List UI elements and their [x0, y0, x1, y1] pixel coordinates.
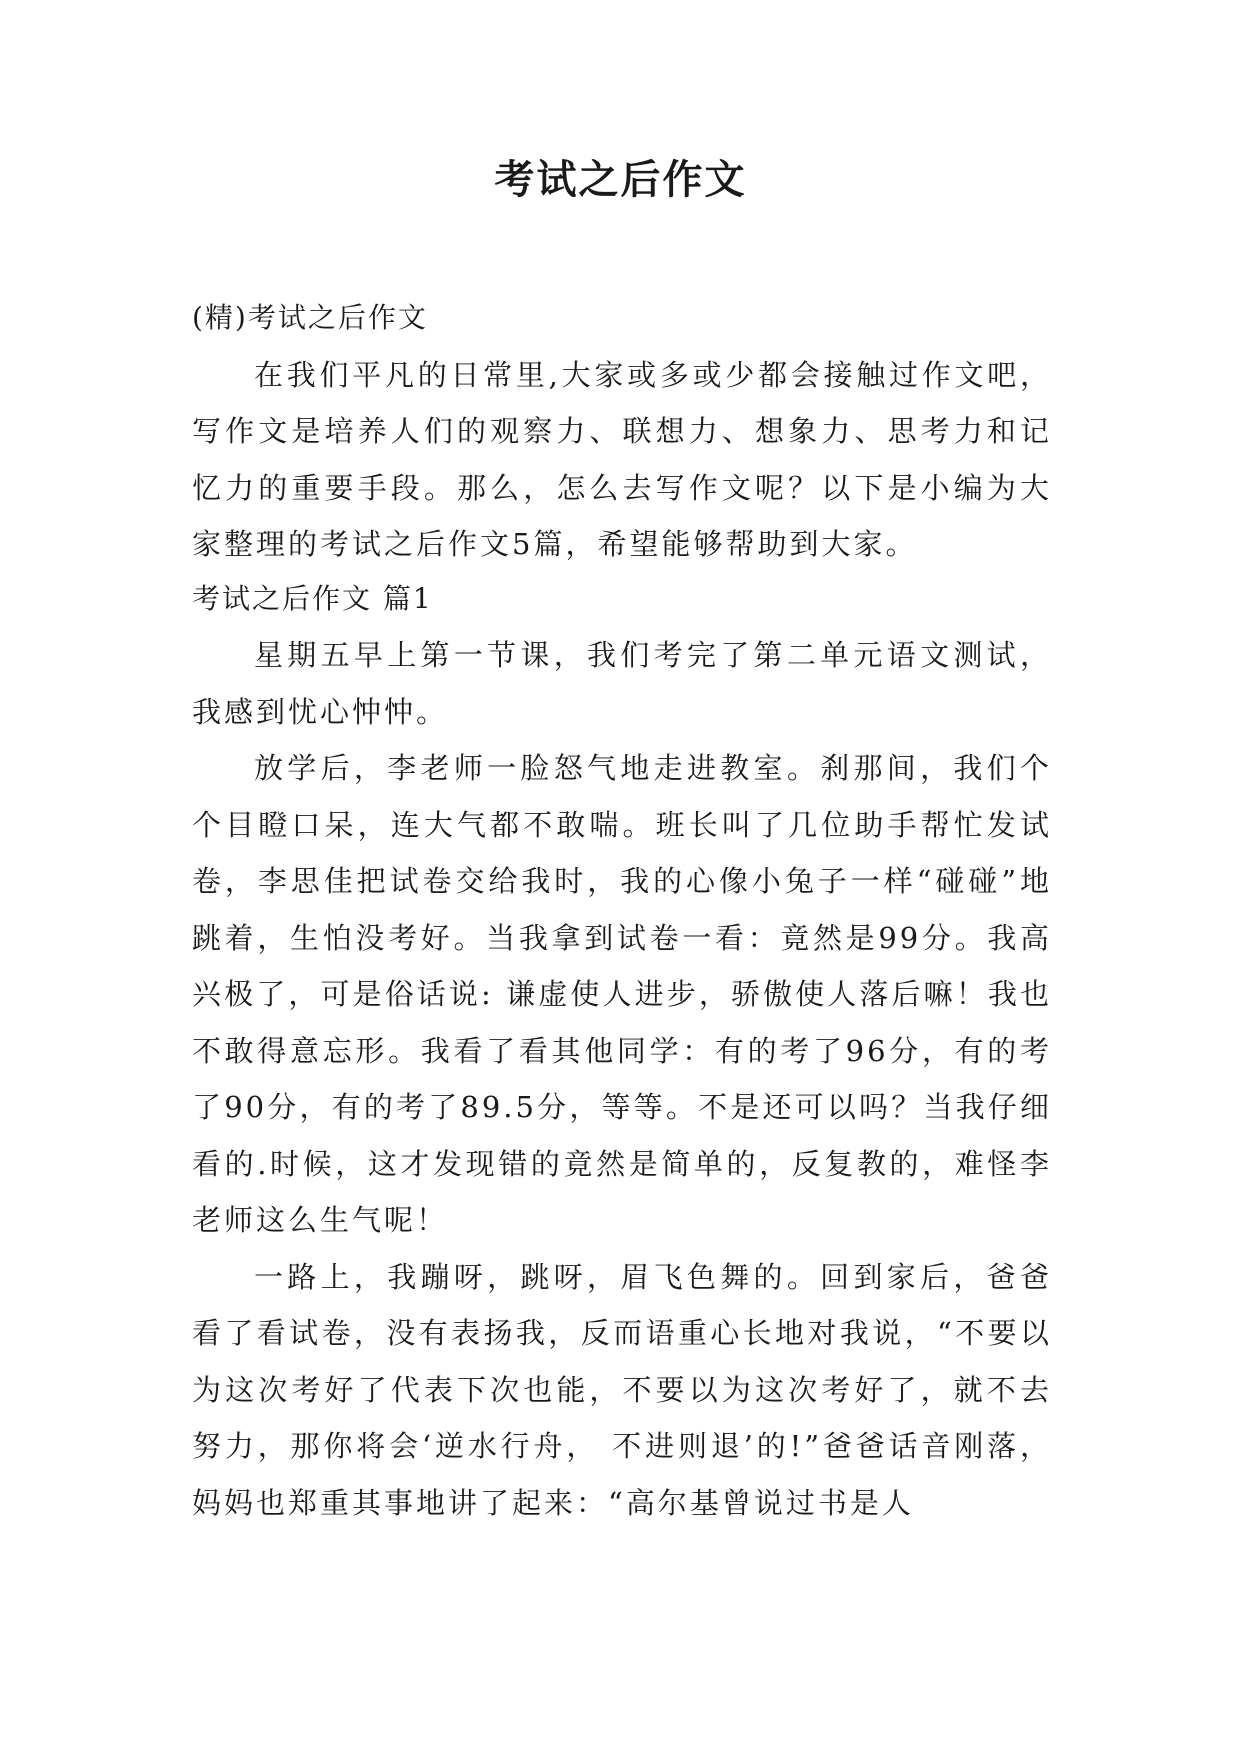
document-title: 考试之后作文 — [494, 156, 747, 203]
section-heading: 考试之后作文 篇1 — [192, 581, 433, 615]
body-paragraph: 星期五早上第一节课，我们考完了第二单元语文测试，我感到忧心忡忡。 — [192, 638, 1052, 729]
body-paragraph: 一路上，我蹦呀，跳呀，眉飞色舞的。回到家后，爸爸看了看试卷，没有表扬我，反而语重心长地对我说，“不要以为这次考好了代表下次也能，不要以为这次考好了，就不去努力，那你将会‘逆水行舟， 不进则退’的!”爸爸话音刚落，妈妈也郑重其事地讲了起来：“高尔基曾说过书是人 — [192, 1259, 1052, 1520]
intro-paragraph: 在我们平凡的日常里,大家或多或少都会接触过作文吧，写作文是培养人们的观察力、联想力、想象力、思考力和记忆力的重要手段。那么，怎么去写作文呢？以下是小编为大家整理的考试之后作文5篇，希望能够帮助到大家。 — [192, 357, 1052, 561]
document-body — [192, 290, 1052, 1531]
document-subtitle: (精)考试之后作文 — [192, 301, 428, 334]
body-paragraph: 放学后，李老师一脸怒气地走进教室。刹那间，我们个个目瞪口呆，连大气都不敢喘。班长叫了几位助手帮忙发试卷，李思佳把试卷交给我时，我的心像小兔子一样“碰碰”地跳着，生怕没考好。当我拿到试卷一看：竟然是99分。我高兴极了，可是俗话说: 谦虚使人进步，骄傲使人落后嘛！我也不敢得意忘形。我看了看其他同学：有的考了96分，有的考了90分，有的考了89.5分，等等。不是还可以吗？当我仔细看的.时候，这才发现错的竟然是简单的，反复教的，难怪李老师这么生气呢！ — [192, 751, 1052, 1237]
